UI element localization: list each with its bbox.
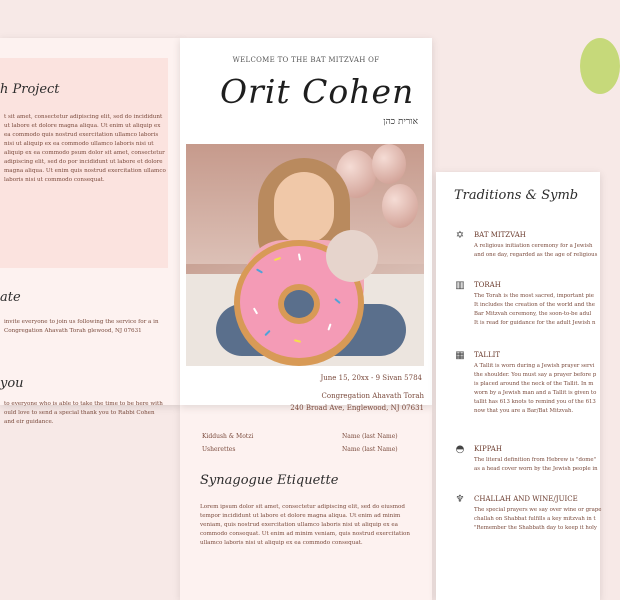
tradition-title: TORAH (474, 281, 501, 289)
row-role-1: Kiddush & Motzi (202, 433, 254, 440)
left-panel (0, 38, 182, 425)
tradition-title: BAT MITZVAH (474, 231, 526, 239)
row-name-1: Name (last Name) (342, 433, 398, 440)
tradition-desc: A Tallit is worn during a Jewish prayer servi the shoulder. You must say a prayer before p is placed around the neck of the Tallit. In m worn by a Jewish man and a Tallit is given to tallit has 613 knots to remind you of the 613 now that you are a Bar/Bat Mitzvah. (474, 363, 597, 414)
congregation-address: 240 Broad Ave, Englewood, NJ 07631 (290, 404, 424, 412)
torah-scroll-icon: ▥ (455, 280, 465, 291)
star-of-david-icon: ✡ (455, 230, 465, 241)
portrait-photo (186, 144, 424, 366)
welcome-text: WELCOME TO THE BAT MITZVAH OF (232, 56, 380, 64)
balloon (382, 184, 418, 228)
thanks-heading: you (0, 376, 24, 391)
congregation-name: Congregation Ahavath Torah (321, 392, 424, 400)
balloon (372, 144, 406, 184)
right-panel (436, 172, 600, 600)
thanks-body: to everyone who is able to take the time to be here with ould love to send a special thank you to Rabbi Cohen and eir guidance. (4, 401, 163, 425)
donut-hole (278, 284, 320, 324)
logo-badge (580, 38, 620, 94)
row-name-2: Name (last Name) (342, 446, 398, 453)
center-panel (180, 38, 432, 405)
celebrate-body: invite everyone to join us following the service for a in Congregation Ahavath Torah glewood, NJ 07631 (4, 319, 159, 334)
tradition-title: TALLIT (474, 351, 501, 359)
donut-pillow (234, 240, 364, 366)
kiddush-cup-icon: ♆ (455, 494, 465, 505)
etiquette-heading: Synagogue Etiquette (200, 473, 339, 488)
celebrant-name: Orit Cohen (220, 72, 415, 111)
tallit-icon: ▦ (455, 350, 465, 361)
tradition-desc: The Torah is the most sacred, important pie It includes the creation of the world and the Bar Mitzvah ceremony, the soon-to-be adul It is read for guidance for the adult Jewish n (474, 293, 596, 326)
tradition-desc: The literal definition from Hebrew is "dome" as a head cover worn by the Jewish people in (474, 457, 598, 472)
tradition-title: CHALLAH AND WINE/JUICE (474, 495, 578, 503)
row-role-2: Usherettes (202, 446, 236, 453)
hebrew-name: אורית כהן (383, 117, 418, 127)
lower-panel (180, 405, 432, 600)
etiquette-body: Lorem ipsum dolor sit amet, consectetur adipiscing elit, sed do eiusmod tempor incididunt ut labore et dolore magna aliqua. Ut enim ad minim veniam, quis nostrud exercitation ullamco laboris nisi ut aliquip ex ea commodo consequat. Ut enim ad minim veniam, quis nostrud exercitation ullamco laboris nisi ut aliquip ex ea commodo consequat. (200, 504, 410, 546)
photo-face (274, 172, 334, 244)
project-body: t sit amet, consectetur adipiscing elit, sed do incididunt ut labore et dolore magna aliqua. Ut enim ut aliquip ex ea commodo quis nostrud exercitation ullamco laboris nisi ut aliquip ex ea commodo ullamco laboris nisi ut aliquip ex ea commodo psum dolor sit amet, consectetur adipiscing elit, sed do por incididunt ut labore et dolore magna aliqua. Ut enim quis nostrud exercitation ullamco laboris nisi ut commodo consequat. (4, 114, 166, 183)
tradition-title: KIPPAH (474, 445, 502, 453)
traditions-heading: Traditions & Symb (454, 188, 579, 203)
project-heading: h Project (0, 82, 60, 97)
donut-bite (326, 230, 378, 282)
tradition-desc: The special prayers we say over wine or grape challah on Shabbat fulfills a key mitzvah in t "Remember the Shabbath day to keep it holy (474, 507, 602, 531)
tradition-desc: A religious initiation ceremony for a Jewish and one day, regarded as the age of religious (474, 243, 598, 258)
celebrate-heading: ate (0, 290, 21, 305)
kippah-icon: ◓ (455, 444, 465, 455)
event-date: June 15, 20xx - 9 Sivan 5784 (320, 374, 422, 382)
